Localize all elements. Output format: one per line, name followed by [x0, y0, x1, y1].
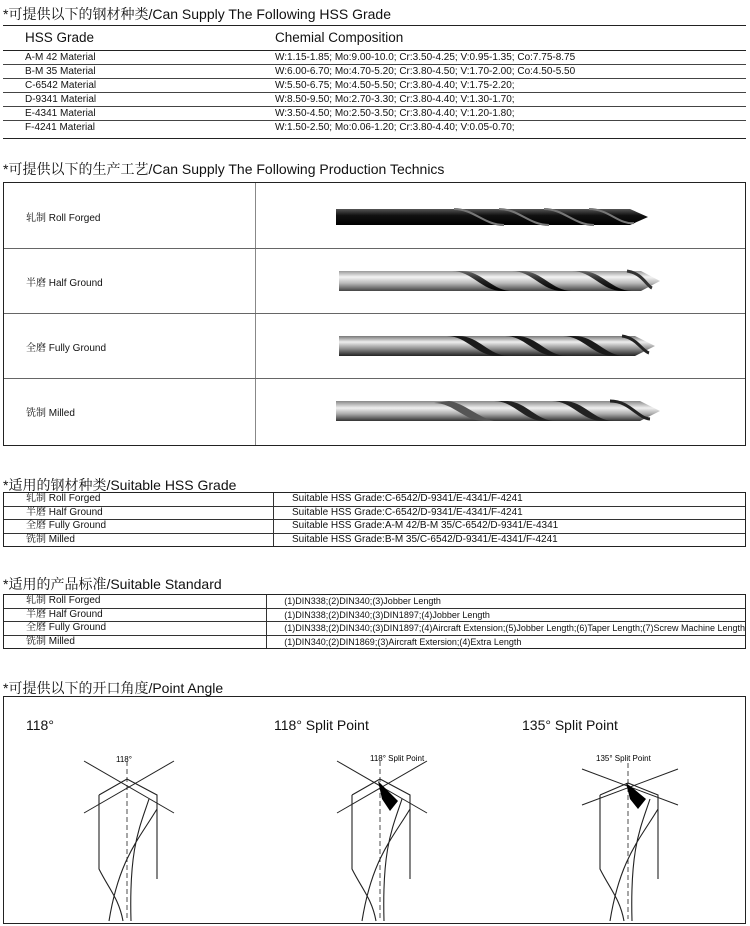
split-point-135-diagram — [580, 749, 680, 923]
standard-cell: (1)DIN338;(2)DIN340;(3)DIN1897;(4)Aircraft Extension;(5)Jobber Length;(6)Taper Length;(7)Screw Machine Length — [267, 622, 745, 636]
table-row — [3, 107, 746, 121]
table-row — [3, 51, 746, 65]
point-angle-panel — [3, 696, 746, 924]
point-angle-cell-118-split — [252, 697, 499, 923]
grade-cell: Suitable HSS Grade:C-6542/D-9341/E-4341/F-4241 — [274, 506, 746, 520]
point-angle-title: 118° Split Point — [274, 717, 369, 733]
point-118-diagram — [79, 749, 179, 923]
process-cell: 轧制 Roll Forged — [4, 595, 267, 608]
composition-cell: W:8.50-9.50; Mo:2.70-3.30; Cr:3.80-4.40; V:1.30-1.70; — [271, 93, 746, 107]
grade-cell: D-9341 Material — [3, 93, 271, 107]
table-row — [4, 493, 745, 506]
table-row — [4, 622, 745, 636]
header-hss-grade: HSS Grade — [3, 26, 271, 51]
grade-cell: Suitable HSS Grade:B-M 35/C-6542/D-9341/E-4341/F-4241 — [292, 533, 558, 545]
header-chemical-composition: Chemial Composition — [271, 26, 746, 51]
point-angle-title: 118° — [26, 717, 54, 733]
composition-cell: W:1.15-1.85; Mo:9.00-10.0; Cr:3.50-4.25; V:0.95-1.35; Co:7.75-8.75 — [271, 51, 746, 65]
tech-label: 全磨 Fully Ground — [26, 343, 107, 354]
roll-forged-drill-image — [334, 205, 650, 229]
process-cell: 全磨 Fully Ground — [4, 622, 267, 636]
tech-row-milled — [4, 378, 745, 443]
point-angle-section-title: *可提供以下的开口角度/Point Angle — [3, 680, 224, 696]
composition-cell: W:3.50-4.50; Mo:2.50-3.50; Cr:3.80-4.40; V:1.20-1.80; — [271, 107, 746, 121]
tech-label: 铣制 Milled — [26, 408, 75, 419]
table-row — [4, 635, 745, 648]
grade-cell: F-4241 Material — [25, 121, 96, 133]
suitable-grade-table — [3, 492, 746, 547]
process-cell: 铣制 Milled — [4, 635, 267, 648]
suitable-grade-section-title: *适用的钢材种类/Suitable HSS Grade — [3, 477, 237, 493]
standard-section-title: *适用的产品标准/Suitable Standard — [3, 576, 222, 592]
grade-cell: Suitable HSS Grade:C-6542/D-9341/E-4341/F-4241 — [274, 493, 746, 506]
tech-row-half-ground — [4, 248, 745, 314]
point-angle-cell-118 — [4, 697, 251, 923]
grade-cell: E-4341 Material — [3, 107, 271, 121]
composition-cell: W:1.50-2.50; Mo:0.06-1.20; Cr:3.80-4.40; V:0.05-0.70; — [275, 121, 515, 133]
table-row — [4, 506, 745, 520]
table-row — [4, 533, 745, 546]
diagram-label: 118° — [116, 755, 132, 764]
table-row — [3, 65, 746, 79]
table-row — [3, 121, 746, 135]
milled-drill-image — [334, 398, 662, 424]
diagram-label: 118° Split Point — [370, 754, 425, 763]
process-cell: 轧制 Roll Forged — [4, 493, 274, 506]
point-angle-title: 135° Split Point — [522, 717, 618, 733]
hss-section-title: *可提供以下的钢材种类/Can Supply The Following HSS Grade — [3, 6, 391, 22]
table-row — [4, 608, 745, 622]
grade-cell: A-M 42 Material — [3, 51, 271, 65]
point-angle-cell-135-split — [500, 697, 747, 923]
split-point-118-diagram — [332, 749, 432, 923]
grade-cell: C-6542 Material — [3, 79, 271, 93]
composition-cell: W:6.00-6.70; Mo:4.70-5.20; Cr:3.80-4.50; V:1.70-2.00; Co:4.50-5.50 — [271, 65, 746, 79]
standard-cell: (1)DIN338;(2)DIN340;(3)DIN1897;(4)Jobber Length — [267, 608, 745, 622]
table-row — [3, 93, 746, 107]
composition-cell: W:5.50-6.75; Mo:4.50-5.50; Cr:3.80-4.40; V:1.75-2.20; — [271, 79, 746, 93]
tech-label: 半磨 Half Ground — [26, 278, 103, 289]
tech-row-roll-forged — [4, 183, 745, 249]
standard-table — [3, 594, 746, 649]
process-cell: 半磨 Half Ground — [4, 608, 267, 622]
standard-cell: (1)DIN338;(2)DIN340;(3)Jobber Length — [267, 595, 745, 608]
process-cell: 半磨 Half Ground — [4, 506, 274, 520]
table-row — [3, 79, 746, 93]
grade-cell: B-M 35 Material — [3, 65, 271, 79]
technics-section-title: *可提供以下的生产工艺/Can Supply The Following Production Technics — [3, 161, 445, 177]
tech-label: 轧制 Roll Forged — [26, 213, 101, 224]
hss-grade-table — [3, 25, 746, 134]
grade-cell: Suitable HSS Grade:A-M 42/B-M 35/C-6542/D-9341/E-4341 — [274, 520, 746, 534]
fully-ground-drill-image — [337, 333, 657, 359]
table-bottom-rule — [3, 138, 746, 139]
table-row — [4, 520, 745, 534]
diagram-label: 135° Split Point — [596, 754, 651, 763]
table-row — [4, 595, 745, 608]
technics-table — [3, 182, 746, 446]
half-ground-drill-image — [337, 268, 662, 294]
process-cell: 全磨 Fully Ground — [4, 520, 274, 534]
standard-cell: (1)DIN340;(2)DIN1869;(3)Aircraft Extersion;(4)Extra Length — [284, 636, 522, 647]
process-cell: 铣制 Milled — [4, 533, 274, 546]
tech-row-fully-ground — [4, 313, 745, 379]
